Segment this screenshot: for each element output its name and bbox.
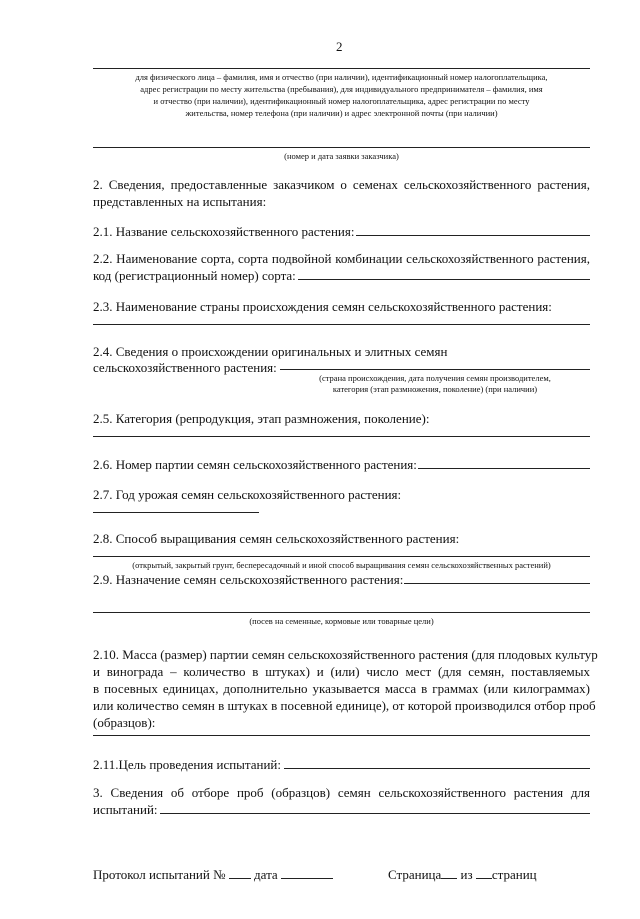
- field-2-5-blank[interactable]: [93, 436, 590, 437]
- page-number: 2: [336, 39, 343, 54]
- field-2-6-blank[interactable]: [418, 468, 590, 469]
- field-2-9-blank-2[interactable]: [93, 612, 590, 613]
- field-2-4-blank[interactable]: [280, 369, 590, 370]
- page-of-label: из: [460, 867, 473, 882]
- field-2-2-label-line-2: код (регистрационный номер) сорта:: [93, 268, 296, 283]
- field-2-1-blank[interactable]: [356, 235, 590, 236]
- footer-protocol: [93, 866, 333, 883]
- field-2-4-caption-line-2: категория (этап размножения, поколение) (при наличии): [332, 384, 538, 394]
- field-2-10-label-line-4: или количество семян в штуках в посевной единице), от которой производился отбор проб: [93, 698, 596, 713]
- page-pages-label: страниц: [491, 867, 537, 882]
- section-3-label-line-2: испытаний:: [93, 802, 158, 817]
- field-2-10-label-line-3: в посевных единицах, дополнительно указывается масса в граммах (или килограммах): [93, 681, 590, 696]
- field-2-9-blank-1[interactable]: [404, 583, 590, 584]
- field-2-4-label-line-2: сельскохозяйственного растения:: [93, 360, 277, 375]
- field-2-8-blank[interactable]: [93, 556, 590, 557]
- field-2-3-label: 2.3. Наименование страны происхождения семян сельскохозяйственного растения:: [93, 299, 552, 314]
- field-2-8-label: 2.8. Способ выращивания семян сельскохозяйственного растения:: [93, 531, 460, 546]
- page-total-blank[interactable]: [476, 866, 492, 879]
- header-caption-line-1: для физического лица – фамилия, имя и отчество (при наличии), идентификационный номер налогоплательщика,: [135, 72, 548, 82]
- field-2-10-label-line-5: (образцов):: [93, 715, 156, 730]
- field-2-1-label: 2.1. Название сельскохозяйственного растения:: [93, 224, 355, 239]
- field-2-7-blank[interactable]: [93, 512, 259, 513]
- application-caption: (номер и дата заявки заказчика): [284, 151, 399, 161]
- protocol-number-blank[interactable]: [229, 866, 251, 879]
- header-caption-line-2: адрес регистрации по месту жительства (пребывания), для индивидуального предпринимателя – фамилия, имя: [140, 84, 543, 94]
- field-2-3-blank[interactable]: [93, 324, 590, 325]
- field-2-10-blank[interactable]: [93, 735, 590, 736]
- section-3-label-line-1: 3. Сведения об отборе проб (образцов) семян сельскохозяйственного растения для: [93, 785, 590, 800]
- field-2-5-label: 2.5. Категория (репродукция, этап размножения, поколение):: [93, 411, 430, 426]
- field-2-4-label-line-1: 2.4. Сведения о происхождении оригинальных и элитных семян: [93, 344, 448, 359]
- field-2-10-label-line-1: 2.10. Масса (размер) партии семян сельскохозяйственного растения (для плодовых культур: [93, 647, 598, 662]
- header-caption-line-3: и отчество (при наличии), идентификационный номер налогоплательщика, адрес регистрации по месту: [153, 96, 530, 106]
- field-2-9-caption: (посев на семенные, кормовые или товарные цели): [249, 616, 434, 626]
- field-2-6-label: 2.6. Номер партии семян сельскохозяйственного растения:: [93, 457, 417, 472]
- protocol-date-blank[interactable]: [281, 866, 333, 879]
- field-2-2-blank[interactable]: [298, 279, 590, 280]
- footer-pagination: [388, 866, 537, 883]
- field-2-11-blank[interactable]: [284, 768, 590, 769]
- page-current-blank[interactable]: [441, 866, 457, 879]
- field-2-8-caption: (открытый, закрытый грунт, беспересадочный и иной способ выращивания семян сельскохозяйственных растений): [132, 560, 551, 570]
- field-2-10-label-line-2: и винограда – количество в штуках) и (или) число мест (для семян, поставляемых: [93, 664, 590, 679]
- application-rule: [93, 147, 590, 148]
- page-label: Страница: [388, 867, 442, 882]
- field-2-9-label: 2.9. Назначение семян сельскохозяйственного растения:: [93, 572, 404, 587]
- protocol-label: Протокол испытаний №: [93, 867, 226, 882]
- protocol-date-label: дата: [254, 867, 278, 882]
- field-2-2-label-line-1: 2.2. Наименование сорта, сорта подвойной комбинации сельскохозяйственного растения,: [93, 251, 590, 266]
- field-2-7-label: 2.7. Год урожая семян сельскохозяйственного растения:: [93, 487, 402, 502]
- header-caption-line-4: жительства, номер телефона (при наличии) и адрес электронной почты (при наличии): [185, 108, 498, 118]
- section-2-title-line-2: представленных на испытания:: [93, 194, 267, 209]
- header-rule: [93, 68, 590, 69]
- section-3-blank[interactable]: [160, 813, 590, 814]
- field-2-4-caption-line-1: (страна происхождения, дата получения семян производителем,: [319, 373, 551, 383]
- field-2-11-label: 2.11.Цель проведения испытаний:: [93, 757, 281, 772]
- section-2-title-line-1: 2. Сведения, предоставленные заказчиком о семенах сельскохозяйственного растения,: [93, 177, 590, 192]
